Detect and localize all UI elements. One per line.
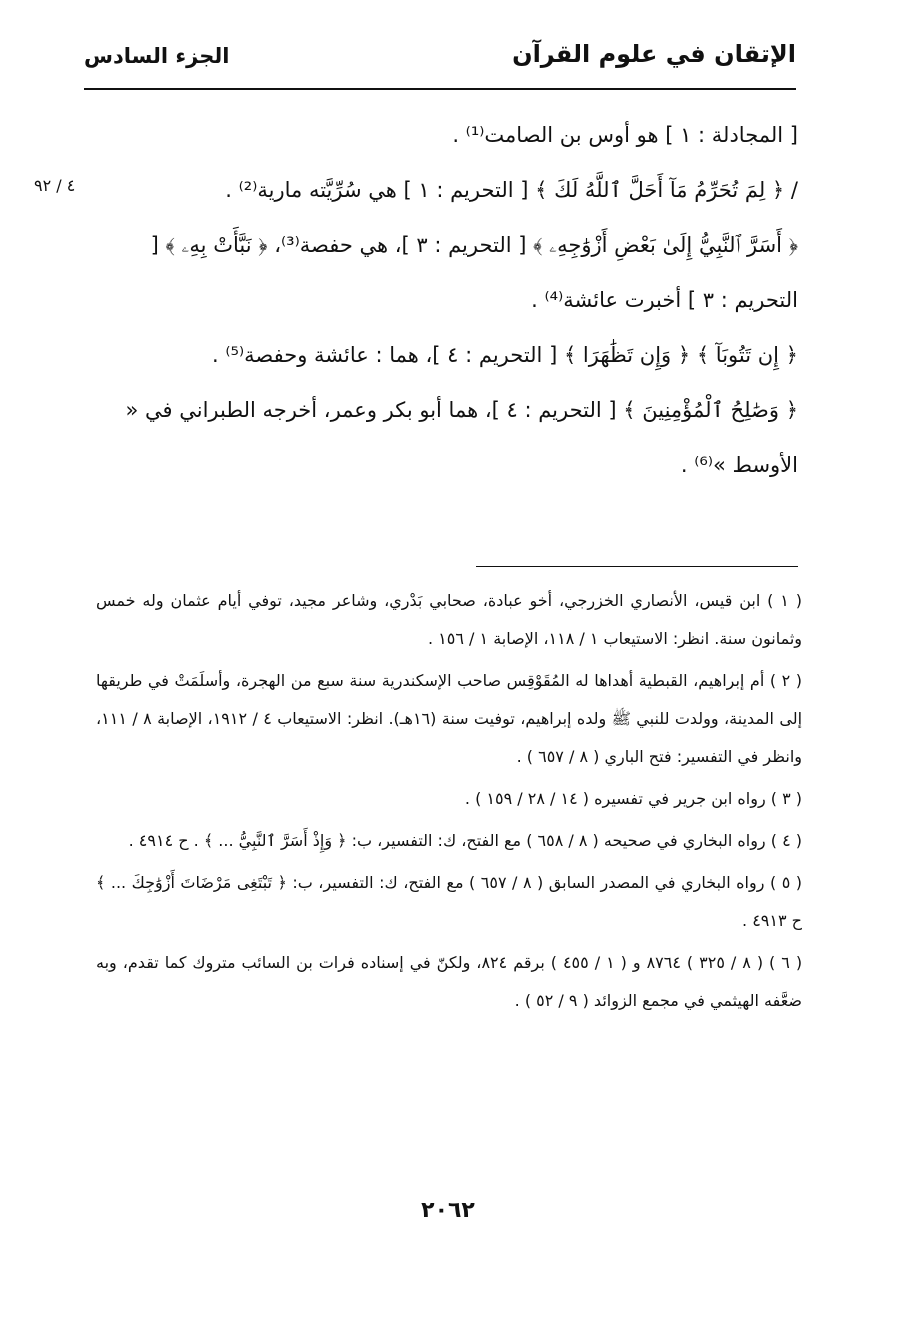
- page-number: ٢٠٦٢: [421, 1198, 475, 1223]
- footnote-6: ( ٦ ) ( ٨ / ٣٢٥ ) ٨٧٦٤ و ( ١ / ٤٥٥ ) برقم ٨٢٤، ولكنّ في إسناده فرات بن السائب متروك كما تقدم، وبه ضعَّفه الهيثمي في مجمع الزوائد ( ٩ / ٥٢ ) .: [96, 953, 803, 1010]
- footnote-2: ( ٢ ) أم إبراهيم، القبطية أهداها له المُقَوْقِس صاحب الإسكندرية سنة سبع من الهجرة، وأسلَمَتْ في طريقها إلى المدينة، وولدت للنبي ﷺ ولده إبراهيم، توفيت سنة (١٦هـ). انظر: الاستيعاب ٤ / ١٩١٢، الإصابة ٨ / ١١١، وانظر في التفسير: فتح الباري ( ٨ / ٦٥٧ ) .: [96, 671, 803, 766]
- paragraph-3: ﴿ أَسَرَّ ٱلنَّبِيُّ إِلَىٰ بَعْضِ أَزْوَٰجِهِۦ ﴾ [ التحريم : ٣ ]، هي حفصة⁽³⁾، ﴿ نَبَّأَتْ بِهِۦ ﴾ [ التحريم : ٣ ] أخبرت عائشة⁽⁴⁾ .: [150, 233, 798, 312]
- main-text: [96, 108, 798, 493]
- part-title: الجزء السادس: [84, 44, 230, 68]
- margin-reference: ٤ / ٩٢: [34, 176, 76, 195]
- footnote-1: ( ١ ) ابن قيس، الأنصاري الخزرجي، أخو عبادة، صحابي بَدْري، وشاعر مجيد، توفي أيام عثمان وله خمس وثمانون سنة. انظر: الاستيعاب ١ / ١١٨، الإصابة ١ / ١٥٦ .: [96, 591, 803, 648]
- footnote-4: ( ٤ ) رواه البخاري في صحيحه ( ٨ / ٦٥٨ ) مع الفتح، ك: التفسير، ب: ﴿ وَإِذْ أَسَرَّ ٱلنَّبِيُّ ... ﴾ . ح ٤٩١٤ .: [128, 831, 802, 850]
- paragraph-4: ﴿ إِن تَتُوبَآ ﴾ ﴿ وَإِن تَظَٰهَرَا ﴾ [ التحريم : ٤ ]، هما : عائشة وحفصة⁽⁵⁾ .: [212, 343, 798, 367]
- footnote-divider: [476, 566, 798, 567]
- book-title: الإتقان في علوم القرآن: [512, 40, 796, 68]
- footnote-3: ( ٣ ) رواه ابن جرير في تفسيره ( ١٤ / ٢٨ / ١٥٩ ) .: [464, 789, 802, 808]
- footnotes: [96, 582, 802, 1024]
- paragraph-1: [ المجادلة : ١ ] هو أوس بن الصامت⁽¹⁾ .: [452, 123, 798, 147]
- page-header: [84, 36, 796, 90]
- paragraph-5: ﴿ وَصَٰلِحُ ٱلْمُؤْمِنِينَ ﴾ [ التحريم : ٤ ]، هما أبو بكر وعمر، أخرجه الطبراني في « الأوسط »⁽⁶⁾ .: [125, 398, 798, 477]
- footnote-5: ( ٥ ) رواه البخاري في المصدر السابق ( ٨ / ٦٥٧ ) مع الفتح، ك: التفسير، ب: ﴿ تَبْتَغِى مَرْضَاتَ أَزْوَٰجِكَ ... ﴾ ح ٤٩١٣ .: [96, 873, 803, 930]
- paragraph-2: / ﴿ لِمَ تُحَرِّمُ مَآ أَحَلَّ ٱللَّهُ لَكَ ﴾ [ التحريم : ١ ] هي سُرِّيَّته مارية⁽²⁾ .: [225, 178, 798, 202]
